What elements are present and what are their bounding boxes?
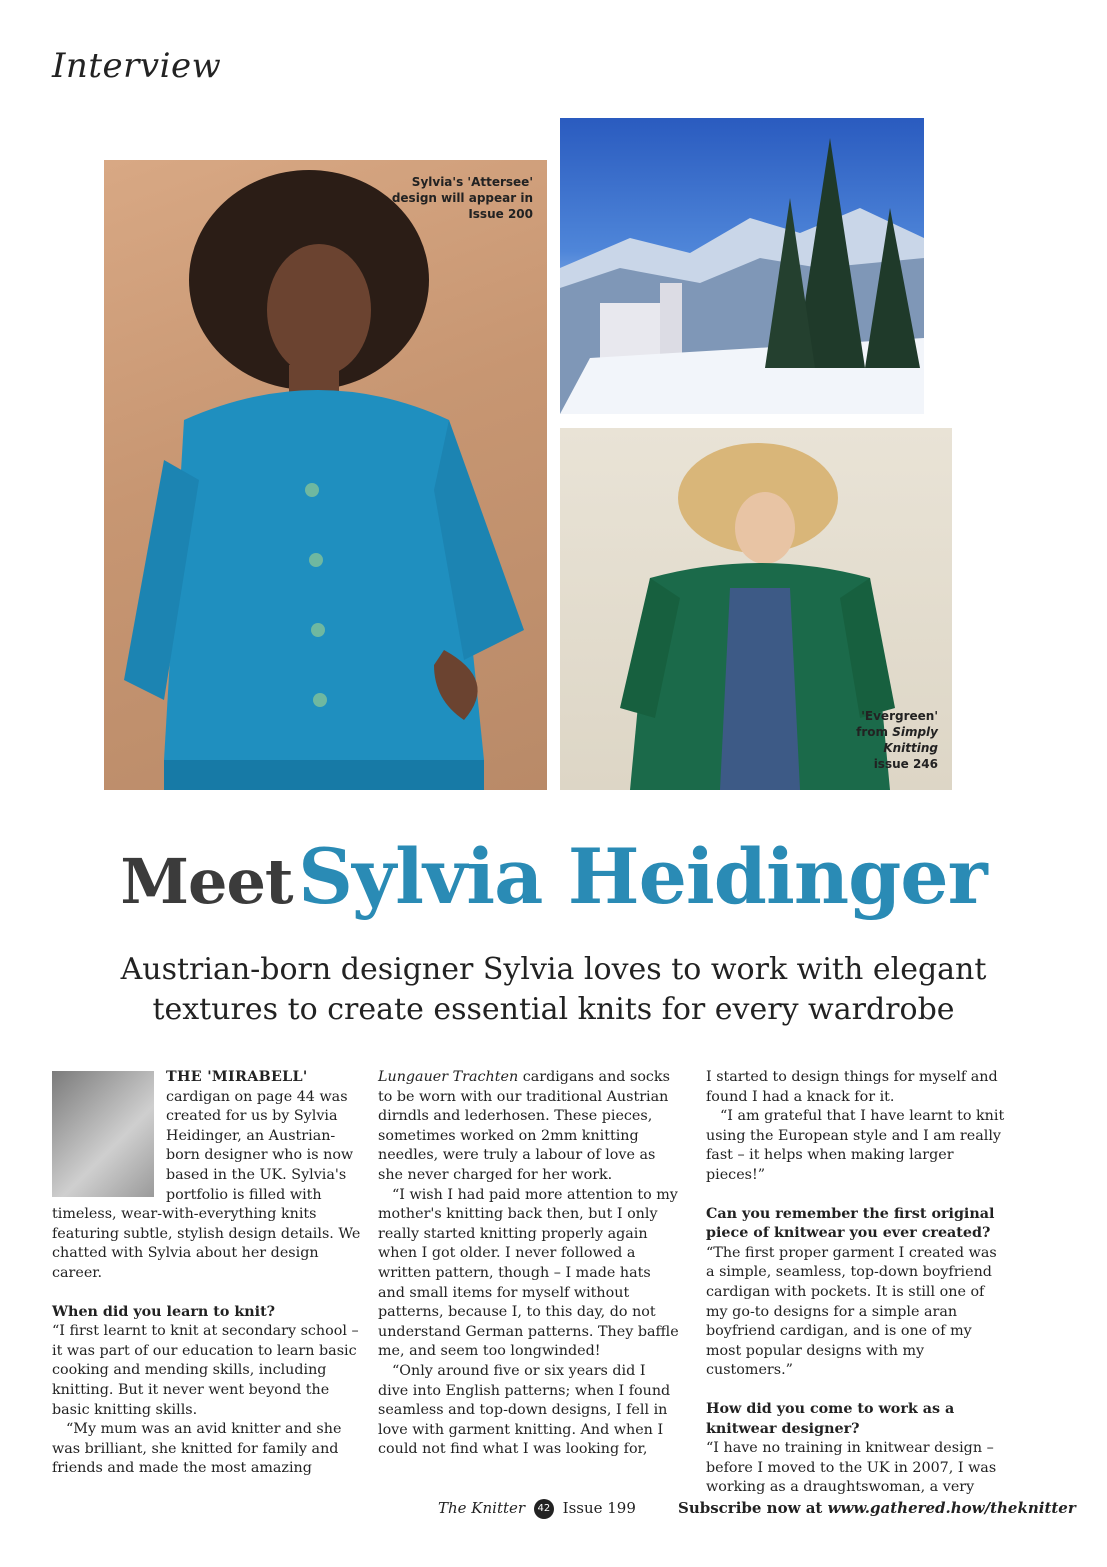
cardigan-illustration (104, 160, 547, 790)
footer-issue: Issue 199 (562, 1499, 636, 1517)
landscape-illustration (560, 118, 924, 414)
caption-evergreen-source (818, 724, 938, 756)
body-paragraph: “I have no training in knitwear design – before I moved to the UK in 2007, I was working as a draughtswoman, a very (706, 1440, 997, 1496)
question-heading: Can you remember the first original piece of knitwear you ever created? (706, 1205, 995, 1242)
caption-magazine: Simply Knitting (883, 725, 938, 755)
body-text: cardigans and socks to be worn with our traditional Austrian dirndls and lederhosen. These pieces, sometimes worked on 2mm knitting needles, were truly a labour of love as she never charged for her work. (378, 1069, 670, 1183)
body-paragraph: “My mum was an avid knitter and she was brilliant, she knitted for family and friends and made the most amazing (52, 1421, 342, 1477)
footer-magazine: The Knitter (438, 1499, 526, 1517)
photo-sylvia-cardigan (104, 160, 547, 790)
body-column-3 (706, 1068, 1006, 1498)
body-paragraph: “I wish I had paid more attention to my mother's knitting back then, but I only really started knitting properly again when I got older. I never followed a written pattern, though – I made hats and small items for myself without patterns, because I, to this day, do not understand German patterns. They baffle me, and seem too longwinded! (378, 1186, 679, 1360)
body-paragraph: “I am grateful that I have learnt to knit using the European style and I am really fast – it helps when making larger pieces!” (706, 1108, 1005, 1183)
caption-evergreen-title: 'Evergreen' (861, 709, 938, 723)
italic-term: Lungauer Trachten (378, 1069, 519, 1085)
page-footer-magazine (438, 1499, 636, 1519)
author-photo (52, 1071, 154, 1197)
caption-evergreen-issue: issue 246 (873, 757, 938, 771)
article-standfirst: Austrian-born designer Sylvia loves to work with elegant textures to create essential knits for every wardrobe (120, 952, 987, 1027)
photo-evergreen-cardigan (560, 428, 952, 790)
body-paragraph: “The first proper garment I created was a simple, seamless, top-down boyfriend cardigan with pockets. It is still one of my go-to designs for a simple aran boyfriend cardigan, and is one of my most popular designs with my customers.” (706, 1244, 997, 1379)
headline-name: Sylvia Heidinger (298, 832, 987, 921)
photo-caption-attersee: Sylvia's 'Attersee' design will appear in Issue 200 (391, 175, 533, 221)
question-heading: How did you come to work as a knitwear designer? (706, 1400, 955, 1437)
page-footer-subscribe (678, 1499, 1076, 1517)
intro-text: cardigan on page 44 was created for us by Sylvia Heidinger, an Austrian-born designer who is now based in the UK. Sylvia's portfolio is filled with timeless, wear-with-everything knits featuring subtle, stylish design details. We chatted with Sylvia about her design career. (52, 1088, 361, 1281)
body-column-1 (52, 1068, 362, 1479)
body-column-2 (378, 1068, 680, 1460)
section-label: Interview (52, 46, 222, 86)
body-paragraph (378, 1068, 680, 1186)
body-paragraph: “I first learnt to knit at secondary school – it was part of our education to learn basic cooking and mending skills, including knitting. But it never went beyond the basic knitting skills. (52, 1323, 359, 1418)
headline-lead: Meet (120, 845, 293, 918)
caption-from: from (856, 725, 893, 739)
body-paragraph: I started to design things for myself and found I had a knack for it. (706, 1069, 998, 1105)
article-headline (0, 832, 1107, 921)
page-number-badge: 42 (534, 1499, 554, 1519)
intro-caps: THE 'MIRABELL' (166, 1069, 308, 1085)
footer-url[interactable]: www.gathered.how/theknitter (827, 1499, 1076, 1517)
footer-subscribe: Subscribe now at (678, 1499, 828, 1517)
photo-caption-evergreen (818, 708, 938, 772)
body-paragraph: “Only around five or six years did I dive into English patterns; when I found seamless and top-down designs, I fell in love with garment knitting. And when I could not find what I was looking for, (378, 1362, 671, 1458)
photo-austrian-landscape (560, 118, 924, 414)
question-heading: When did you learn to knit? (52, 1303, 276, 1320)
